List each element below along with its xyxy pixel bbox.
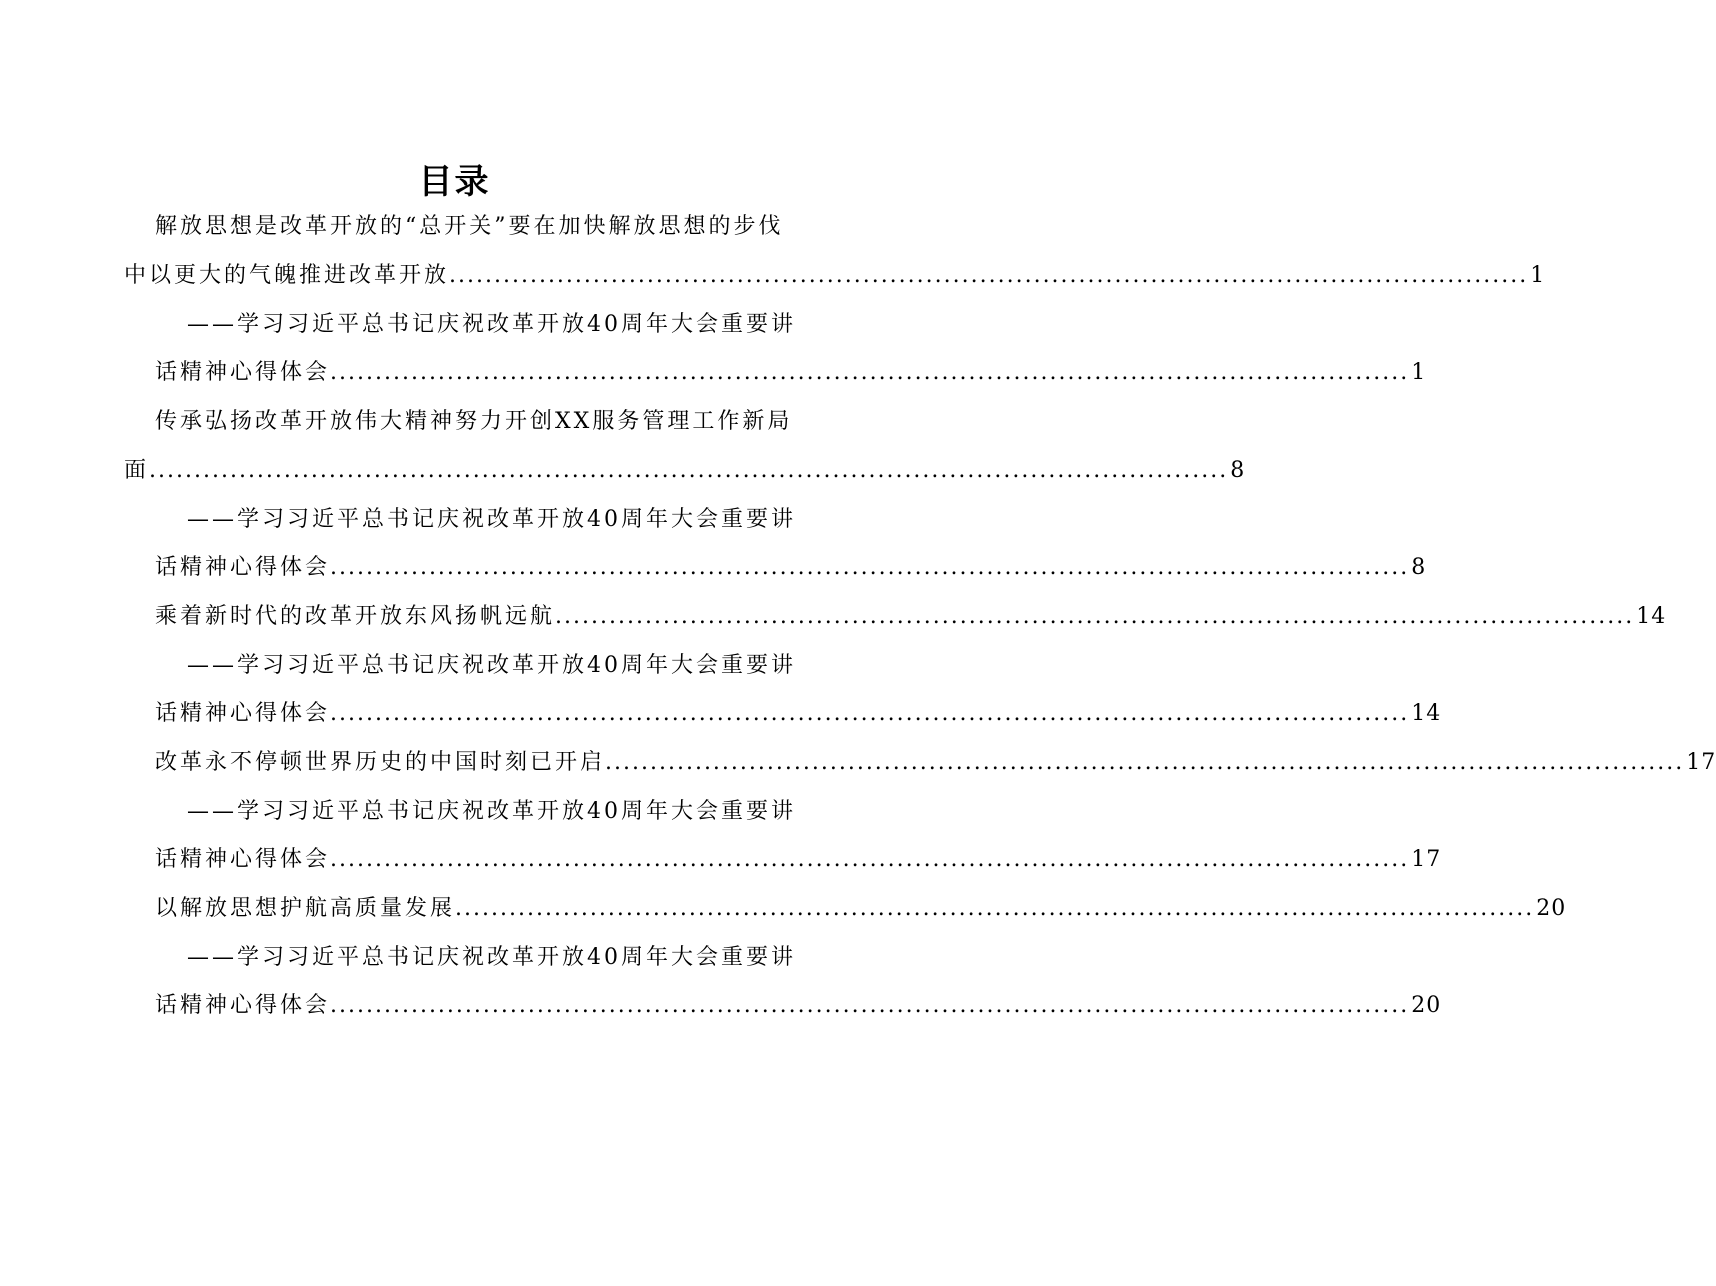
toc-entry-5-title: 乘着新时代的改革开放东风扬帆远航 xyxy=(155,604,556,629)
toc-entry-9-row[interactable] xyxy=(155,890,1567,928)
dot-leader: ........................................................................................................................ xyxy=(455,896,1535,921)
dot-leader: ........................................................................................................................ xyxy=(330,847,1410,872)
toc-entry-6-line-2: 话精神心得体会 xyxy=(155,701,331,726)
dot-leader: ........................................................................................................................ xyxy=(330,993,1410,1018)
toc-entry-10-row[interactable] xyxy=(155,987,1442,1025)
page-number: 1 xyxy=(1530,263,1546,288)
dot-leader: ........................................................................................................................ xyxy=(555,604,1635,629)
toc-entry-9-title: 以解放思想护航高质量发展 xyxy=(155,896,456,921)
page-number: 17 xyxy=(1686,750,1716,775)
dot-leader: ........................................................................................................................ xyxy=(330,701,1410,726)
toc-entry-6-row[interactable] xyxy=(155,695,1442,733)
toc-entry-3-line-2: 面 xyxy=(124,458,150,483)
toc-entry-7-row[interactable] xyxy=(155,744,1716,782)
page-number: 20 xyxy=(1411,993,1442,1018)
toc-title: 目录 xyxy=(418,162,491,202)
page-number: 14 xyxy=(1636,604,1667,629)
toc-entry-8-line-1: ——学习习近平总书记庆祝改革开放40周年大会重要讲 xyxy=(187,799,796,824)
dot-leader: ........................................................................................................................ xyxy=(149,458,1229,483)
toc-entry-4-line-2: 话精神心得体会 xyxy=(155,555,331,580)
toc-entry-2-row[interactable] xyxy=(155,354,1427,392)
page-number: 17 xyxy=(1411,847,1442,872)
page-number: 1 xyxy=(1411,360,1427,385)
dot-leader: ........................................................................................................................ xyxy=(330,360,1410,385)
page-number: 8 xyxy=(1230,458,1246,483)
page-number: 8 xyxy=(1411,555,1427,580)
dot-leader: ........................................................................................................................ xyxy=(605,750,1685,775)
toc-entry-2-line-1: ——学习习近平总书记庆祝改革开放40周年大会重要讲 xyxy=(187,312,796,337)
dot-leader: ........................................................................................................................ xyxy=(330,555,1410,580)
toc-entry-8-row[interactable] xyxy=(155,841,1442,879)
page-number: 20 xyxy=(1536,896,1567,921)
dot-leader: ........................................................................................................................ xyxy=(449,263,1529,288)
toc-entry-8-line-2: 话精神心得体会 xyxy=(155,847,331,872)
page-number: 14 xyxy=(1411,701,1442,726)
toc-entry-2-line-2: 话精神心得体会 xyxy=(155,360,331,385)
toc-entry-5-row[interactable] xyxy=(155,598,1667,636)
toc-entry-4-row[interactable] xyxy=(155,549,1427,587)
toc-entry-10-line-2: 话精神心得体会 xyxy=(155,993,331,1018)
toc-entry-3-row[interactable] xyxy=(124,452,1246,490)
toc-entry-1-line-2: 中以更大的气魄推进改革开放 xyxy=(124,263,450,288)
toc-entry-1-line-1: 解放思想是改革开放的“总开关”要在加快解放思想的步伐 xyxy=(155,214,784,239)
toc-entry-7-title: 改革永不停顿世界历史的中国时刻已开启 xyxy=(155,750,606,775)
toc-entry-10-line-1: ——学习习近平总书记庆祝改革开放40周年大会重要讲 xyxy=(187,945,796,970)
toc-entry-6-line-1: ——学习习近平总书记庆祝改革开放40周年大会重要讲 xyxy=(187,653,796,678)
toc-entry-1-row[interactable] xyxy=(124,257,1546,295)
toc-entry-3-line-1: 传承弘扬改革开放伟大精神努力开创XX服务管理工作新局 xyxy=(155,409,793,434)
toc-entry-4-line-1: ——学习习近平总书记庆祝改革开放40周年大会重要讲 xyxy=(187,507,796,532)
